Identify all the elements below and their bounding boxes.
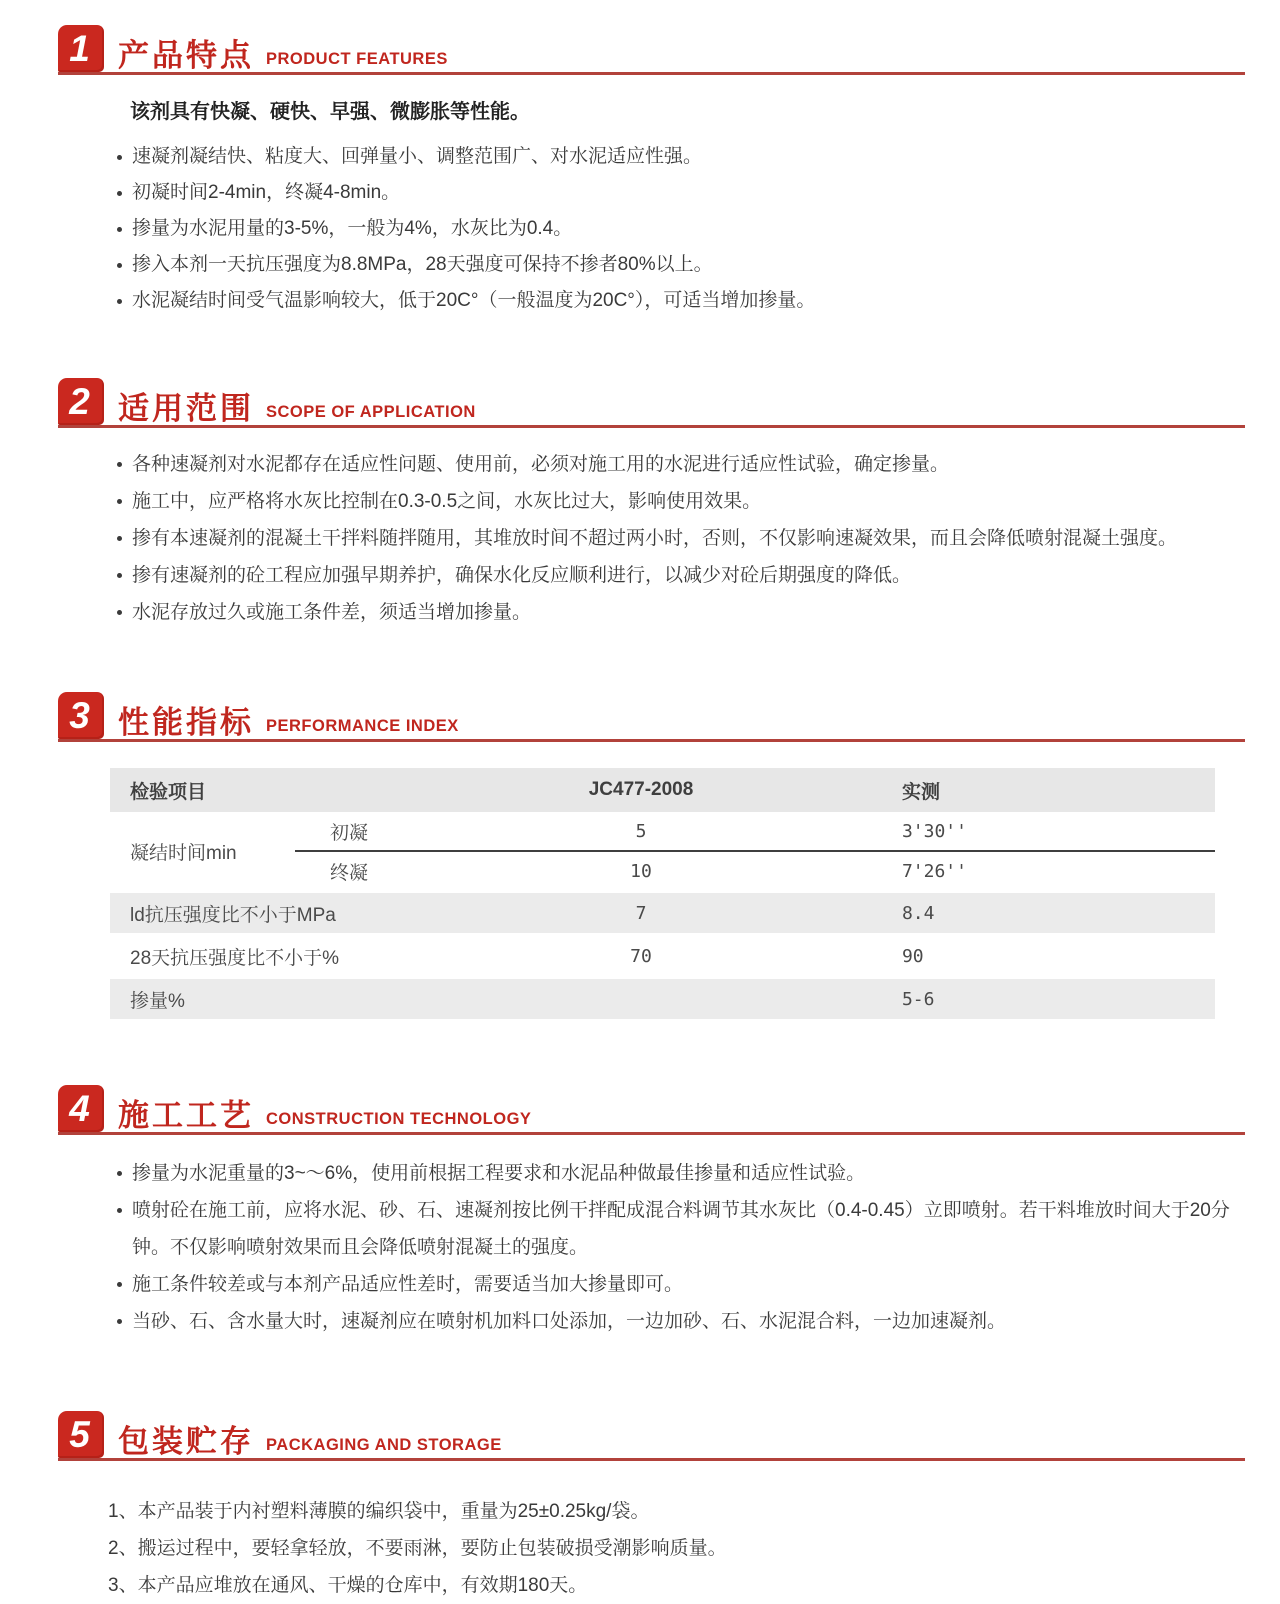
section-header	[58, 1408, 1245, 1461]
product-intro-text: 该剂具有快凝、硬快、早强、微膨胀等性能。	[130, 101, 530, 123]
bullet-item: 喷射砼在施工前，应将水泥、砂、石、速凝剂按比例干拌配成混合料调节其水灰比（0.4-0.45）立即喷射。若干料堆放时间大于20分钟。不仅影响喷射效果而且会降低喷射混凝土的强度。	[115, 1192, 1245, 1266]
section-number-badge: 5	[58, 1411, 104, 1458]
bullet-item: 施工条件较差或与本剂产品适应性差时，需要适当加大掺量即可。	[115, 1266, 1245, 1303]
bullet-item: 掺有速凝剂的砼工程应加强早期养护，确保水化反应顺利进行，以减少对砼后期强度的降低。	[115, 557, 1245, 594]
bullet-item: 初凝时间2-4min，终凝4-8min。	[115, 175, 1245, 211]
table-header-item: 检验项目	[110, 768, 480, 812]
bullet-item: 掺量为水泥重量的3~～6%，使用前根据工程要求和水泥品种做最佳掺量和适应性试验。	[115, 1155, 1245, 1192]
bullet-list	[58, 139, 1245, 319]
table-row-initial-set	[110, 812, 1215, 851]
table-cell-initial-label: 初凝	[295, 812, 480, 851]
bullet-item: 掺量为水泥用量的3-5%，一般为4%，水灰比为0.4。	[115, 211, 1245, 247]
table-cell-28d-measured: 90	[802, 935, 1215, 978]
section-number-badge: 1	[58, 25, 104, 72]
section-header	[58, 689, 1245, 742]
table-cell-setting-time: 凝结时间min	[110, 812, 295, 892]
section-number-badge: 3	[58, 692, 104, 739]
table-cell-1d-label: ld抗压强度比不小于MPa	[110, 892, 480, 935]
table-header-row	[110, 768, 1215, 812]
section-product-features	[0, 22, 1280, 319]
bullet-list	[58, 446, 1245, 631]
bullet-item: 水泥凝结时间受气温影响较大，低于20C°（一般温度为20C°），可适当增加掺量。	[115, 283, 1245, 319]
section-subtitle: PRODUCT FEATURES	[266, 50, 448, 68]
table-cell-initial-standard: 5	[480, 812, 802, 851]
table-cell-1d-standard: 7	[480, 892, 802, 935]
section-subtitle: SCOPE OF APPLICATION	[266, 403, 476, 421]
table-cell-dosage-measured: 5-6	[802, 978, 1215, 1021]
section-subtitle: PACKAGING AND STORAGE	[266, 1436, 502, 1454]
bullet-item: 各种速凝剂对水泥都存在适应性问题、使用前，必须对施工用的水泥进行适应性试验，确定掺量。	[115, 446, 1245, 483]
section-header	[58, 375, 1245, 428]
section-performance-index	[0, 689, 1280, 1022]
numbered-item: 1、本产品装于内衬塑料薄膜的编织袋中，重量为25±0.25kg/袋。	[108, 1501, 650, 1522]
section-title: 性能指标	[118, 705, 254, 740]
bullet-item: 掺入本剂一天抗压强度为8.8MPa，28天强度可保持不掺者80%以上。	[115, 247, 1245, 283]
table-cell-dosage-label: 掺量%	[110, 978, 480, 1021]
section-subtitle: PERFORMANCE INDEX	[266, 717, 459, 735]
section-number-badge: 2	[58, 378, 104, 425]
numbered-list	[108, 1493, 1245, 1604]
section-title: 适用范围	[118, 391, 254, 426]
bullet-item: 掺有本速凝剂的混凝土干拌料随拌随用，其堆放时间不超过两小时，否则，不仅影响速凝效果，而且会降低喷射混凝土强度。	[115, 520, 1245, 557]
bullet-item: 施工中，应严格将水灰比控制在0.3-0.5之间，水灰比过大，影响使用效果。	[115, 483, 1245, 520]
table-cell-28d-label: 28天抗压强度比不小于%	[110, 935, 480, 978]
table-cell-dosage-standard	[480, 978, 802, 1021]
table-row-dosage	[110, 978, 1215, 1021]
section-title: 施工工艺	[118, 1098, 254, 1133]
table-row-28d-strength	[110, 935, 1215, 978]
section-construction-technology	[0, 1082, 1280, 1340]
table-cell-initial-measured: 3'30''	[802, 812, 1215, 851]
bullet-item: 水泥存放过久或施工条件差，须适当增加掺量。	[115, 594, 1245, 631]
section-header	[58, 22, 1245, 75]
section-scope-of-application	[0, 375, 1280, 631]
table-cell-final-label: 终凝	[295, 851, 480, 892]
section-header	[58, 1082, 1245, 1135]
bullet-item: 速凝剂凝结快、粘度大、回弹量小、调整范围广、对水泥适应性强。	[115, 139, 1245, 175]
section-subtitle: CONSTRUCTION TECHNOLOGY	[266, 1110, 532, 1128]
table-cell-final-standard: 10	[480, 851, 802, 892]
bullet-list	[58, 1155, 1245, 1340]
table-cell-28d-standard: 70	[480, 935, 802, 978]
section-packaging-storage	[0, 1408, 1280, 1604]
table-cell-final-measured: 7'26''	[802, 851, 1215, 892]
numbered-item: 3、本产品应堆放在通风、干燥的仓库中，有效期180天。	[108, 1575, 588, 1596]
section-number-badge: 4	[58, 1085, 104, 1132]
section-title: 包装贮存	[118, 1424, 254, 1459]
numbered-item: 2、搬运过程中，要轻拿轻放，不要雨淋，要防止包装破损受潮影响质量。	[108, 1538, 727, 1559]
table-header-standard: JC477-2008	[480, 768, 802, 812]
bullet-item: 当砂、石、含水量大时，速凝剂应在喷射机加料口处添加，一边加砂、石、水泥混合料，一边加速凝剂。	[115, 1303, 1245, 1340]
section-title: 产品特点	[118, 38, 254, 73]
performance-table	[110, 768, 1215, 1022]
table-header-measured: 实测	[802, 768, 1215, 812]
table-row-1d-strength	[110, 892, 1215, 935]
table-cell-1d-measured: 8.4	[802, 892, 1215, 935]
